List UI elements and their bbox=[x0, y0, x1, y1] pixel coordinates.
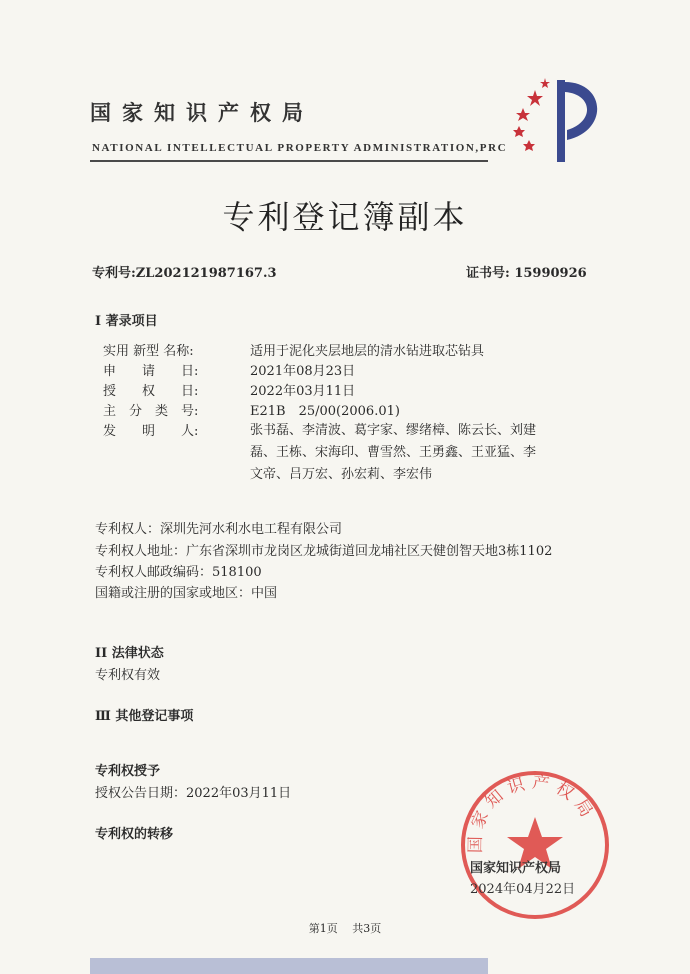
field-label-inventors: 发 明 人: bbox=[103, 424, 199, 439]
field-label-classification: 主 分 类 号: bbox=[103, 404, 199, 419]
grant-heading: 专利权授予 bbox=[95, 764, 161, 779]
cnipa-logo-icon bbox=[505, 70, 615, 165]
header-rule bbox=[90, 160, 488, 162]
page-number: 第1页 共3页 bbox=[308, 922, 382, 935]
field-label-grant-date: 授 权 日: bbox=[103, 384, 199, 399]
patentee-country: 国籍或注册的国家或地区：中国 bbox=[95, 586, 278, 601]
patentee: 专利权人：深圳先河水利水电工程有限公司 bbox=[95, 522, 343, 537]
patent-number: 专利号:ZL202121987167.3 bbox=[92, 266, 277, 281]
section1-heading: I 著录项目 bbox=[95, 314, 158, 329]
patentee-address: 专利权人地址：广东省深圳市龙岗区龙城街道回龙埔社区天健创智天地3栋1102 bbox=[95, 544, 553, 559]
agency-name-cn: 国家知识产权局 bbox=[90, 100, 314, 125]
grant-announcement-date: 授权公告日期：2022年03月11日 bbox=[95, 786, 292, 801]
patentee-postal-code: 专利权人邮政编码：518100 bbox=[95, 565, 262, 580]
inventors-line: 文帝、吕万宏、孙宏莉、李宏伟 bbox=[250, 467, 433, 482]
document-title: 专利登记簿副本 bbox=[222, 198, 468, 236]
inventors-list bbox=[250, 420, 536, 486]
legal-status: 专利权有效 bbox=[95, 668, 161, 683]
seal-date: 2024年04月22日 bbox=[470, 882, 576, 897]
field-label-utility-name: 实用 新型 名称: bbox=[103, 344, 194, 359]
section2-heading: II 法律状态 bbox=[95, 646, 164, 661]
transfer-heading: 专利权的转移 bbox=[95, 827, 174, 842]
inventors-line: 张书磊、李清波、葛字家、缪绪樟、陈云长、刘建 bbox=[250, 423, 537, 438]
inventors-line: 磊、王栋、宋海印、曹雪然、王勇鑫、王亚猛、李 bbox=[250, 445, 537, 460]
bottom-decor-bar bbox=[90, 958, 488, 974]
field-value-filing-date: 2021年08月23日 bbox=[250, 364, 356, 379]
field-value-grant-date: 2022年03月11日 bbox=[250, 384, 356, 399]
field-label-filing-date: 申 请 日: bbox=[103, 364, 199, 379]
seal-agency: 国家知识产权局 bbox=[470, 861, 562, 876]
field-value-utility-name: 适用于泥化夹层地层的清水钻进取芯钻具 bbox=[250, 344, 485, 359]
section3-heading: Ⅲ 其他登记事项 bbox=[95, 709, 194, 724]
official-seal-icon bbox=[455, 765, 615, 925]
certificate-number: 证书号: 15990926 bbox=[466, 266, 587, 281]
agency-name-en: NATIONAL INTELLECTUAL PROPERTY ADMINISTRATION,PRC bbox=[92, 142, 508, 154]
field-value-classification: E21B 25/00(2006.01) bbox=[250, 404, 400, 419]
seal-ring-text: 国家知识产权局 bbox=[465, 772, 600, 854]
